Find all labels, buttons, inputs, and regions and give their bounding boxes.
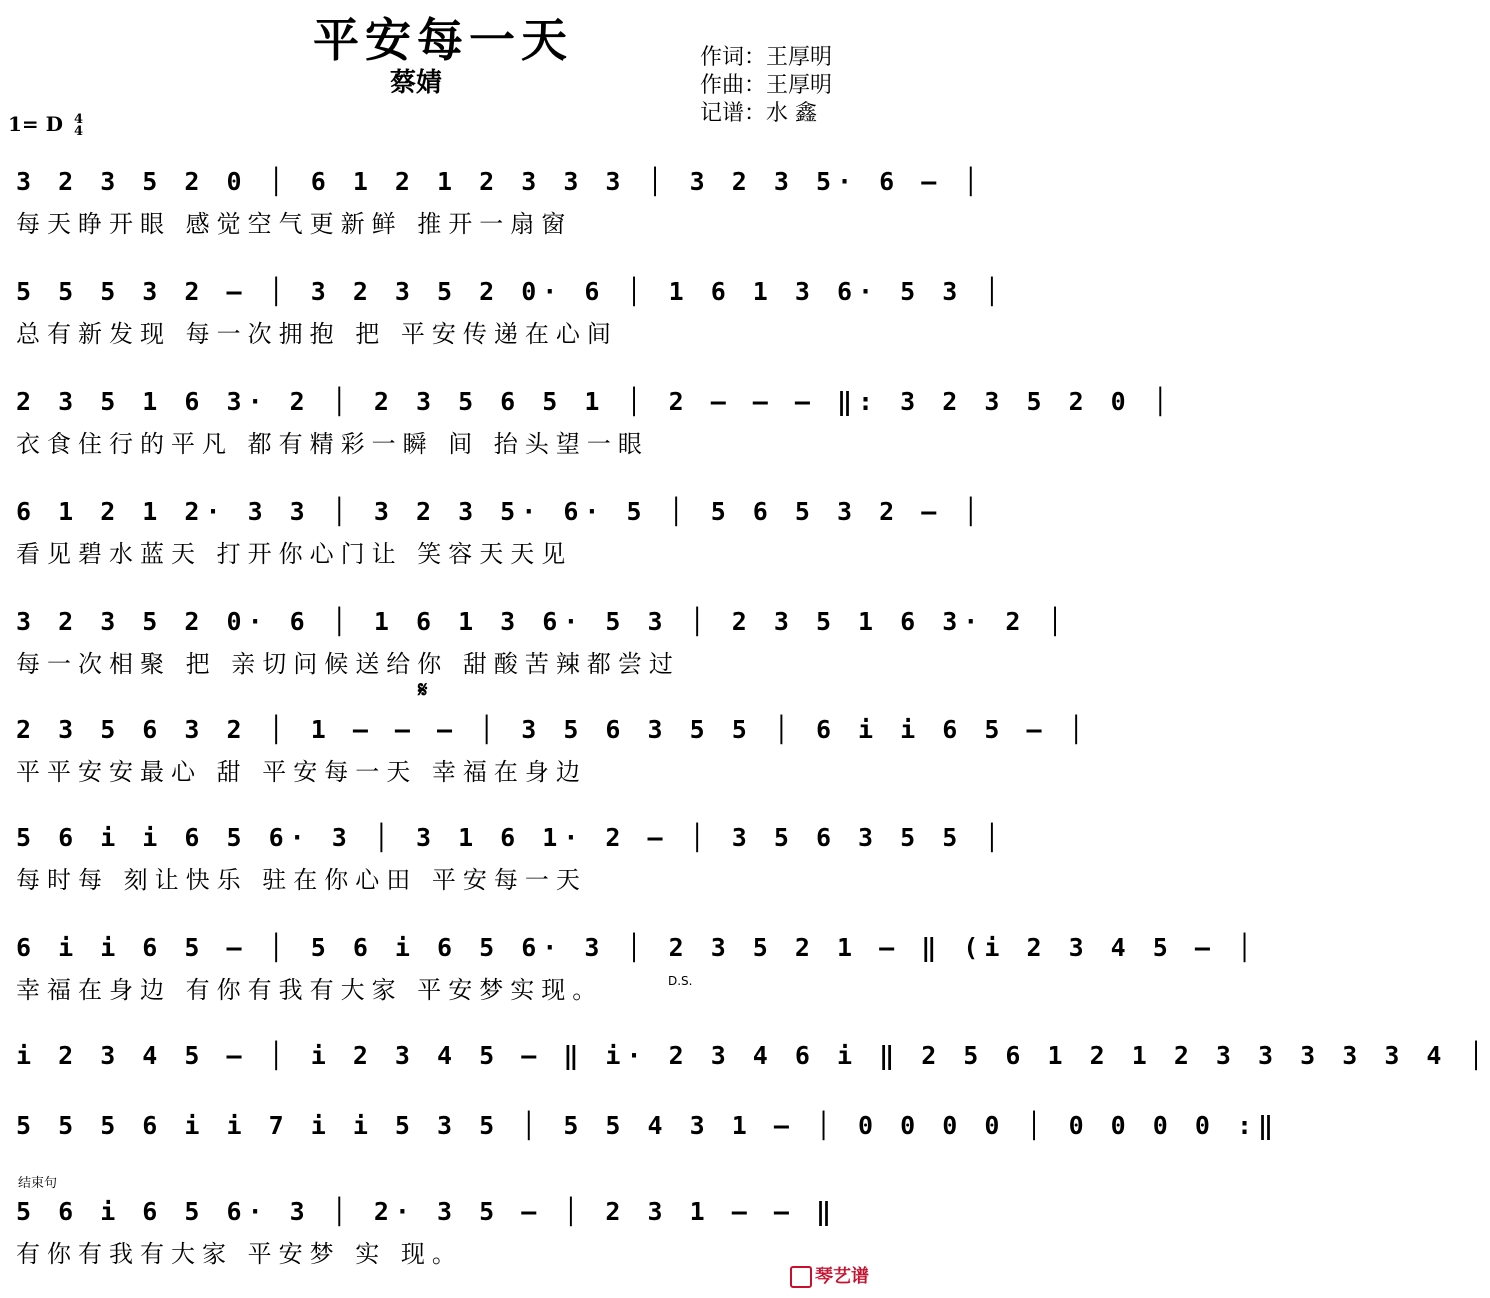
lyrics-row: 每时每 刻让快乐 驻在你心田 平安每一天 bbox=[16, 866, 587, 894]
notes-row: 3 2 3 5 2 0· 6 │ 1 6 1 3 6· 5 3 │ 2 3 5 1 6 3· 2 │ bbox=[16, 607, 1069, 636]
segno-sign: 𝄋 bbox=[418, 678, 428, 703]
notes-row: 5 5 5 6 i i 7 i i 5 3 5 │ 5 5 4 3 1 – │ 0 0 0 0 │ 0 0 0 0 :‖ bbox=[16, 1111, 1280, 1140]
ds-mark: D.S. bbox=[668, 974, 693, 988]
time-signature bbox=[73, 111, 83, 139]
notes-row: 3 2 3 5 2 0 │ 6 1 2 1 2 3 3 3 │ 3 2 3 5· 6 – │ bbox=[16, 167, 985, 196]
notes-row: 6 1 2 1 2· 3 3 │ 3 2 3 5· 6· 5 │ 5 6 5 3 2 – │ bbox=[16, 497, 985, 526]
staff-line-3 bbox=[16, 380, 1174, 464]
lyrics-row: 幸福在身边 有你有我有大家 平安梦实现。 bbox=[16, 976, 604, 1004]
notes-row: 5 6 i 6 5 6· 3 │ 2· 3 5 – │ 2 3 1 – – ‖ bbox=[16, 1197, 837, 1226]
ending-label: 结束句 bbox=[18, 1176, 58, 1191]
lyricist: 作词：王厚明 bbox=[700, 45, 833, 70]
staff-line-6 bbox=[16, 708, 1090, 792]
lyrics-row: 总有新发现 每一次拥抱 把 平安传递在心间 bbox=[16, 320, 618, 348]
notes-row: 6 i i 6 5 – │ 5 6 i 6 5 6· 3 │ 2 3 5 2 1 – ‖ (i 2 3 4 5 – │ bbox=[16, 933, 1259, 962]
time-bottom: 4 bbox=[73, 123, 83, 139]
staff-line-8 bbox=[16, 926, 1259, 1010]
staff-line-9 bbox=[16, 1034, 1490, 1078]
credits bbox=[700, 44, 832, 128]
notes-row: 5 5 5 3 2 – │ 3 2 3 5 2 0· 6 │ 1 6 1 3 6· 5 3 │ bbox=[16, 277, 1006, 306]
staff-line-2 bbox=[16, 270, 1006, 354]
lyrics-row: 每一次相聚 把 亲切问候送给你 甜酸苦辣都尝过 bbox=[16, 650, 680, 678]
lyrics-row: 每天睁开眼 感觉空气更新鲜 推开一扇窗 bbox=[16, 210, 573, 238]
staff-line-5 bbox=[16, 600, 1069, 684]
notes-row: 5 6 i i 6 5 6· 3 │ 3 1 6 1· 2 – │ 3 5 6 3 5 5 │ bbox=[16, 823, 1006, 852]
staff-line-10 bbox=[16, 1104, 1280, 1148]
time-top: 4 bbox=[73, 111, 83, 127]
lyrics-row: 有你有我有大家 平安梦 实 现。 bbox=[16, 1240, 463, 1268]
key-signature bbox=[8, 112, 83, 138]
staff-line-4 bbox=[16, 490, 985, 574]
key-label: 1= D bbox=[8, 112, 63, 136]
singer-name: 蔡婧 bbox=[390, 68, 443, 98]
composer: 作曲：王厚明 bbox=[700, 73, 833, 98]
transcriber: 记谱：水 鑫 bbox=[700, 101, 817, 126]
lyrics-row: 平平安安最心 甜 平安每一天 幸福在身边 bbox=[16, 758, 587, 786]
notes-row: 2 3 5 1 6 3· 2 │ 2 3 5 6 5 1 │ 2 – – – ‖: 3 2 3 5 2 0 │ bbox=[16, 387, 1174, 416]
watermark-logo bbox=[790, 1262, 869, 1288]
lyrics-row: 衣食住行的平凡 都有精彩一瞬 间 抬头望一眼 bbox=[16, 430, 649, 458]
notes-row: i 2 3 4 5 – │ i 2 3 4 5 – ‖ i· 2 3 4 6 i ‖ 2 5 6 1 2 1 2 3 3 3 3 3 4 │ bbox=[16, 1041, 1490, 1070]
lyrics-row: 看见碧水蓝天 打开你心门让 笑容天天见 bbox=[16, 540, 573, 568]
song-title: 平安每一天 bbox=[313, 13, 573, 67]
staff-line-11 bbox=[16, 1190, 868, 1274]
watermark-text: 琴艺谱 bbox=[815, 1266, 869, 1287]
staff-line-1 bbox=[16, 160, 985, 244]
notes-row: 2 3 5 6 3 2 │ 1 – – – │ 3 5 6 3 5 5 │ 6 i i 6 5 – │ bbox=[16, 715, 1090, 744]
piano-logo-icon bbox=[790, 1266, 812, 1288]
staff-line-7 bbox=[16, 816, 1006, 900]
